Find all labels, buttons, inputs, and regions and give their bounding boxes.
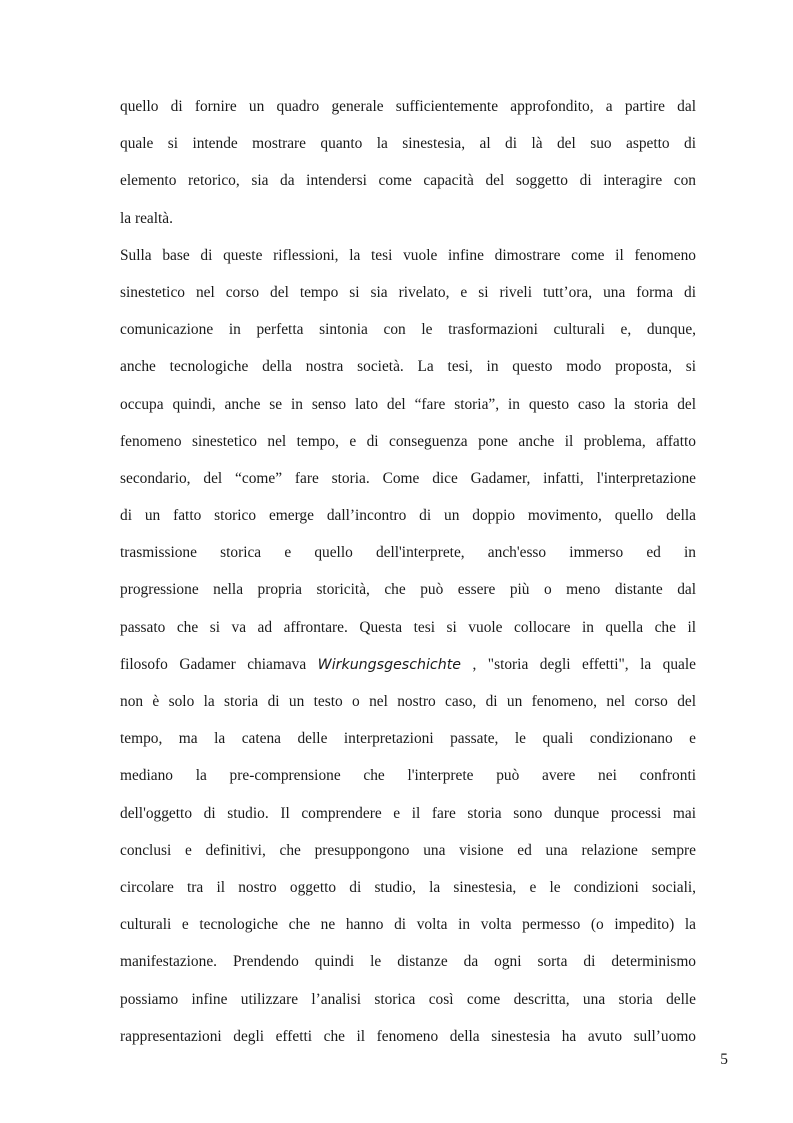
text-line-25: possiamo infine utilizzare l’analisi storica così come descritta, una storia delle xyxy=(120,990,696,1008)
italic-term: Wirkungsgeschichte xyxy=(317,656,462,673)
text-line-6: sinestetico nel corso del tempo si sia rivelato, e si riveli tutt’ora, una forma di xyxy=(120,283,696,301)
text-line-22: circolare tra il nostro oggetto di studio, la sinestesia, e le condizioni sociali, xyxy=(120,878,696,896)
text-line-10: fenomeno sinestetico nel tempo, e di conseguenza pone anche il problema, affatto xyxy=(120,432,696,450)
text-line-12: di un fatto storico emerge dall’incontro di un doppio movimento, quello della xyxy=(120,507,696,525)
page-number: 5 xyxy=(720,1051,728,1068)
text-line-7: comunicazione in perfetta sintonia con le trasformazioni culturali e, dunque, xyxy=(120,321,696,339)
text-line-26: rappresentazioni degli effetti che il fenomeno della sinestesia ha avuto sull’uomo xyxy=(120,1027,696,1045)
text-line-23: culturali e tecnologiche che ne hanno di volta in volta permesso (o impedito) la xyxy=(120,916,696,934)
body-text xyxy=(120,88,696,1055)
text-line-1: quello di fornire un quadro generale sufficientemente approfondito, a partire dal xyxy=(120,98,696,115)
text-line-18: tempo, ma la catena delle interpretazioni passate, le quali condizionano e xyxy=(120,730,696,748)
text-line-19: mediano la pre-comprensione che l'interprete può avere nei confronti xyxy=(120,767,696,785)
text-line-5: Sulla base di queste riflessioni, la tesi vuole infine dimostrare come il fenomeno xyxy=(120,246,696,264)
text-line-21: conclusi e definitivi, che presuppongono una visione ed una relazione sempre xyxy=(120,841,696,859)
text-line-2: quale si intende mostrare quanto la sinestesia, al di là del suo aspetto di xyxy=(120,135,696,153)
text-line-16-end: , "storia degli effetti", la quale xyxy=(461,655,696,673)
text-line-15: passato che si va ad affrontare. Questa tesi si vuole collocare in quella che il xyxy=(120,618,696,636)
text-line-24: manifestazione. Prendendo quindi le distanze da ogni sorta di determinismo xyxy=(120,953,696,971)
text-line-9: occupa quindi, anche se in senso lato del “fare storia”, in questo caso la storia del xyxy=(120,395,696,413)
text-line-8: anche tecnologiche della nostra società. La tesi, in questo modo proposta, si xyxy=(120,358,696,376)
text-line-4: la realtà. xyxy=(120,209,173,227)
text-line-16-start: filosofo Gadamer chiamava xyxy=(120,655,318,673)
text-line-13: trasmissione storica e quello dell'interprete, anch'esso immerso ed in xyxy=(120,544,696,562)
text-line-17: non è solo la storia di un testo o nel nostro caso, di un fenomeno, nel corso del xyxy=(120,693,696,710)
text-line-20: dell'oggetto di studio. Il comprendere e il fare storia sono dunque processi mai xyxy=(120,804,696,822)
text-line-11: secondario, del “come” fare storia. Come dice Gadamer, infatti, l'interpretazione xyxy=(120,469,696,487)
text-line-14: progressione nella propria storicità, che può essere più o meno distante dal xyxy=(120,581,696,599)
text-line-3: elemento retorico, sia da intendersi come capacità del soggetto di interagire con xyxy=(120,172,696,190)
text-line-16 xyxy=(120,646,696,683)
